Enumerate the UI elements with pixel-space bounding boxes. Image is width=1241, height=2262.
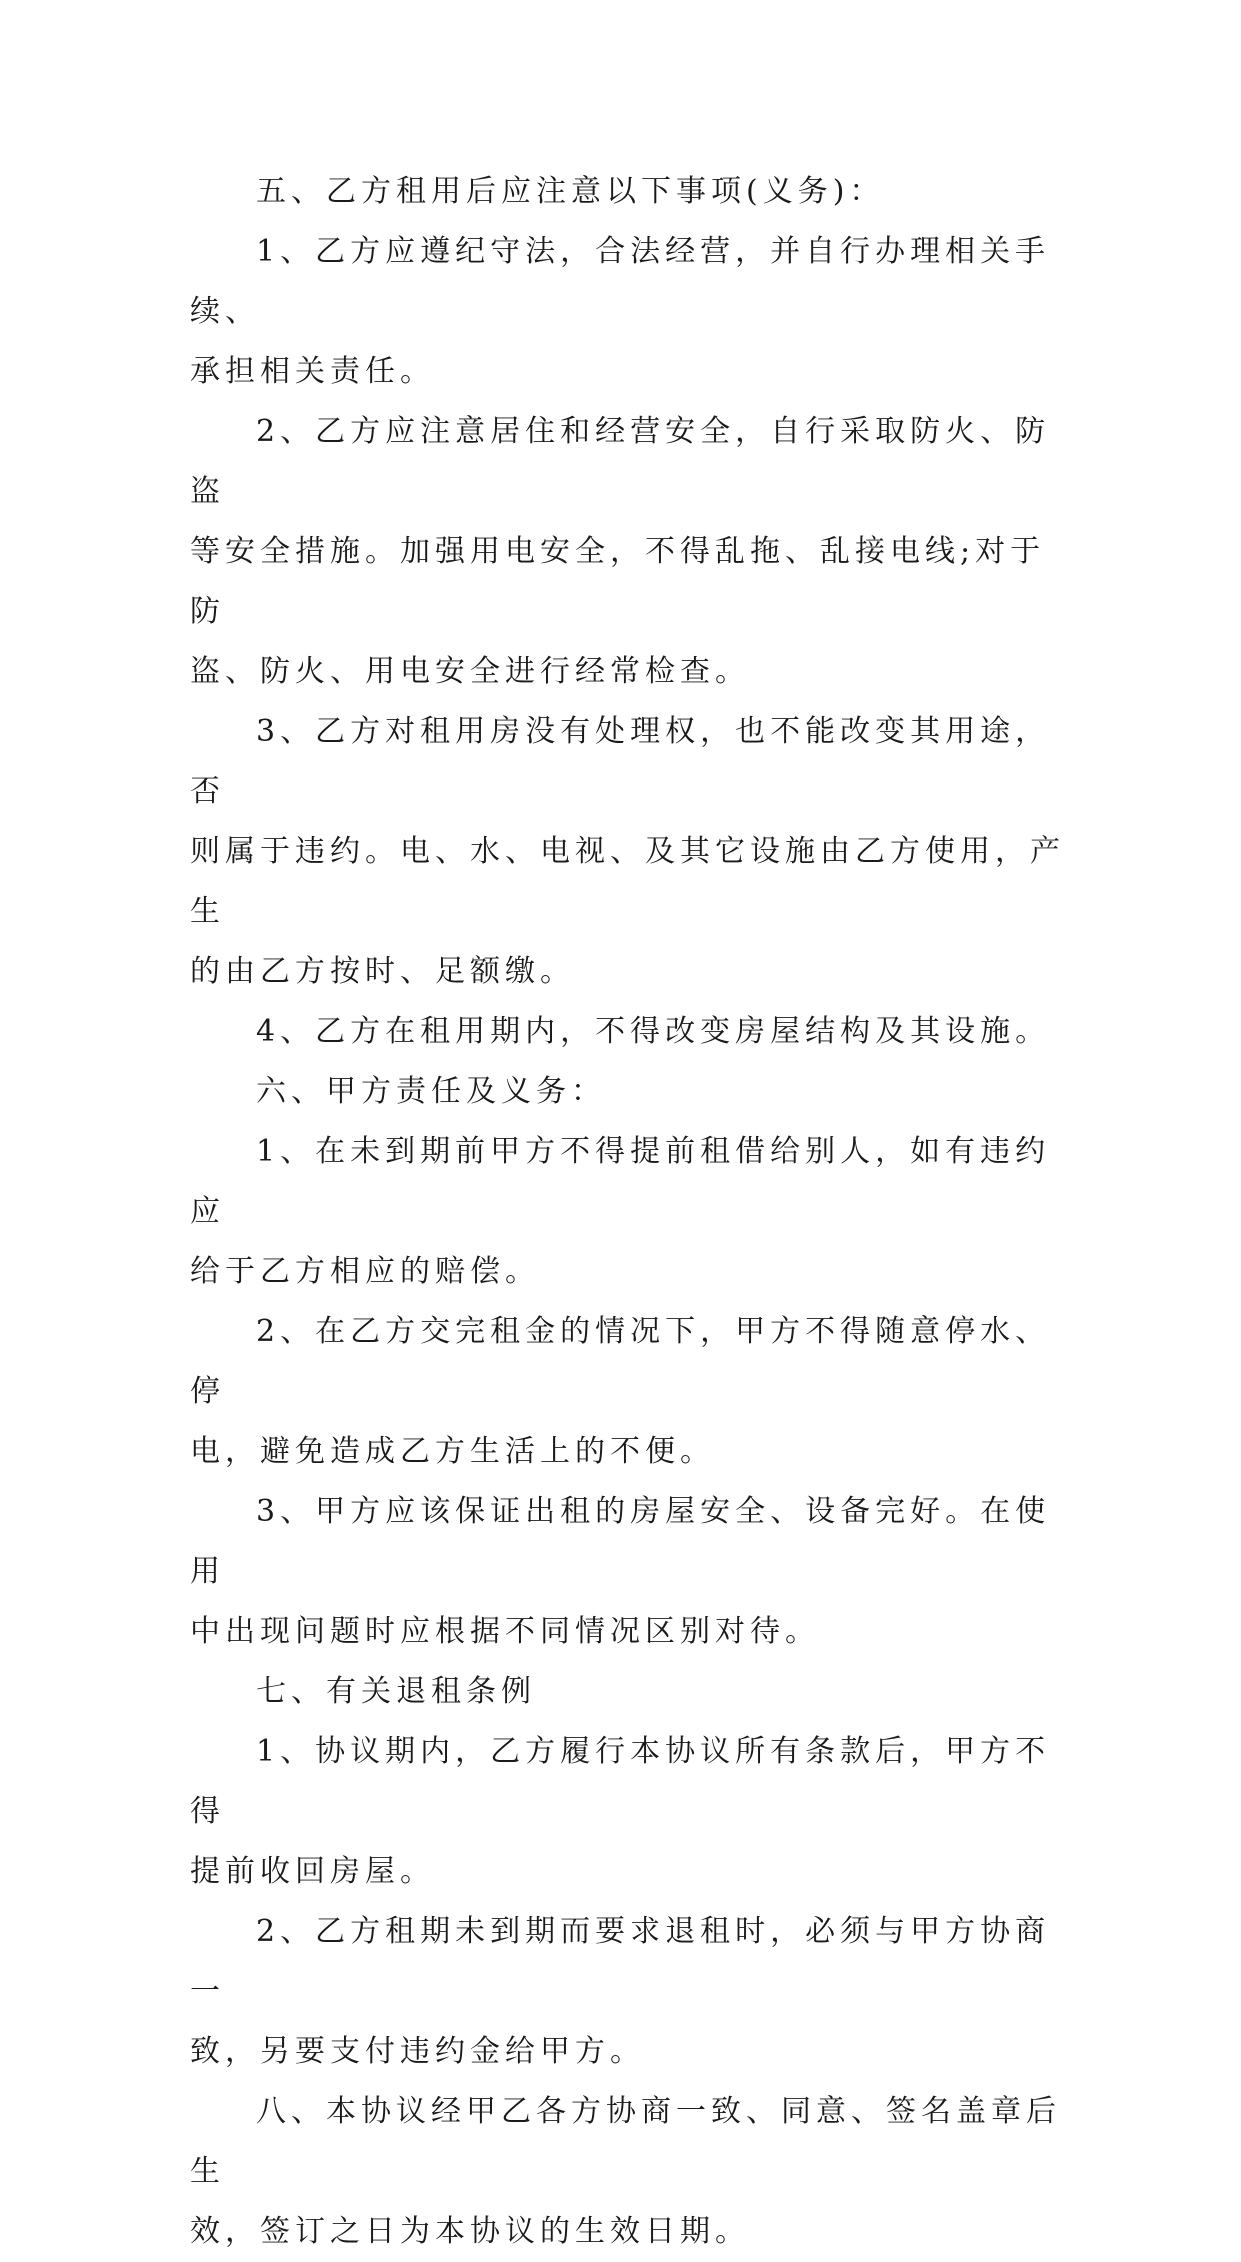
document-body	[190, 162, 1070, 2262]
clause-six-3: 3、甲方应该保证出租的房屋安全、设备完好。在使用 中出现问题时应根据不同情况区别对待。	[190, 1494, 1051, 1649]
clause-five-4: 4、乙方在租用期内，不得改变房屋结构及其设施。	[256, 1014, 1051, 1049]
clause-five-2: 2、乙方应注意居住和经营安全，自行采取防火、防盗 等安全措施。加强用电安全，不得乱拖、乱接电线;对于防 盗、防火、用电安全进行经常检查。	[190, 414, 1051, 689]
section-heading-five: 五、乙方租用后应注意以下事项(义务)：	[256, 174, 885, 209]
clause-six-1: 1、在未到期前甲方不得提前租借给别人，如有违约应 给于乙方相应的赔偿。	[190, 1134, 1051, 1289]
section-heading-six: 六、甲方责任及义务：	[256, 1074, 606, 1109]
clause-five-1: 1、乙方应遵纪守法，合法经营，并自行办理相关手续、 承担相关责任。	[190, 234, 1051, 389]
clause-seven-1: 1、协议期内，乙方履行本协议所有条款后，甲方不得 提前收回房屋。	[190, 1734, 1051, 1889]
clause-seven-2: 2、乙方租期未到期而要求退租时，必须与甲方协商一 致，另要支付违约金给甲方。	[190, 1914, 1051, 2069]
clause-six-2: 2、在乙方交完租金的情况下，甲方不得随意停水、停 电，避免造成乙方生活上的不便。	[190, 1314, 1051, 1469]
clause-five-3: 3、乙方对租用房没有处理权，也不能改变其用途，否 则属于违约。电、水、电视、及其它设施由乙方使用，产生 的由乙方按时、足额缴。	[190, 714, 1065, 989]
section-eight: 八、本协议经甲乙各方协商一致、同意、签名盖章后生 效，签订之日为本协议的生效日期。	[190, 2094, 1061, 2249]
section-heading-seven: 七、有关退租条例	[256, 1674, 536, 1709]
